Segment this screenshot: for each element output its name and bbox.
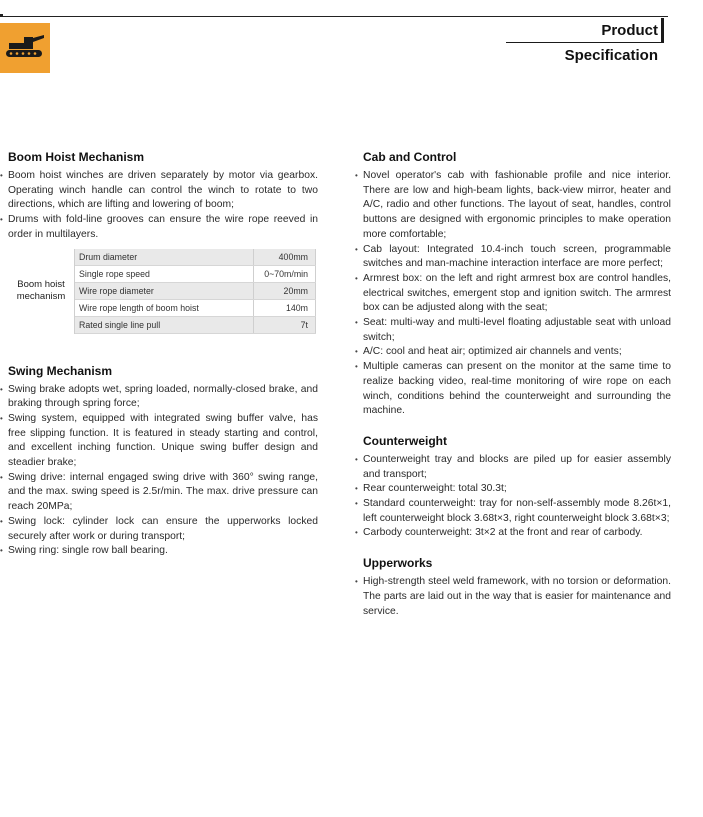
spec-key: Rated single line pull (75, 316, 254, 333)
cab-control-title: Cab and Control (363, 150, 457, 164)
spec-key: Wire rope length of boom hoist (75, 299, 254, 316)
list-item: • Swing drive: internal engaged swing drive with 360° swing range, and the max. swing speed is 2.5r/min. The max. drive pressure can reach 20MPa; (0, 471, 318, 515)
boom-hoist-spec-table (8, 249, 316, 334)
list-item: • Standard counterweight: tray for non-self-assembly mode 8.26t×1, left counterweight block 3.68t×3, right counterweight block 3.68t×3; (355, 497, 671, 526)
list-item: • Carbody counterweight: 3t×2 at the front and rear of carbody. (355, 526, 671, 541)
page-title: Product Specification (506, 18, 664, 43)
list-item: • Swing lock: cylinder lock can ensure the upperworks locked securely after work or during transport; (0, 515, 318, 544)
list-item: • Boom hoist winches are driven separately by motor via gearbox. Operating winch handle can control the winch to rotate to two directions, which are lifting and lowering of boom; (0, 169, 318, 213)
list-item: • A/C: cool and heat air; optimized air channels and vents; (355, 345, 671, 360)
spacer (355, 541, 671, 556)
upperworks-list (355, 575, 671, 619)
spec-value: 20mm (254, 282, 316, 299)
swing-mechanism-title: Swing Mechanism (8, 363, 113, 378)
list-item: • Armrest box: on the left and right armrest box are control handles, electrical switches, emergent stop and ignition switch. The armrest box can be adjusted along with the seat; (355, 272, 671, 316)
category-logo (0, 23, 50, 73)
list-item: • Cab layout: Integrated 10.4-inch touch screen, programmable switches and man-machine interaction interface are more perfect; (355, 243, 671, 272)
counterweight-list (355, 453, 671, 541)
table-group-label: Boom hoist mechanism (8, 249, 75, 334)
left-column (0, 150, 318, 559)
header-rule (0, 16, 668, 17)
spec-value: 400mm (254, 249, 316, 266)
list-item: • Swing brake adopts wet, spring loaded, normally-closed brake, and braking through spring force; (0, 383, 318, 412)
spec-value: 140m (254, 299, 316, 316)
boom-hoist-title: Boom Hoist Mechanism (8, 150, 145, 164)
swing-mechanism-list (0, 383, 318, 559)
list-item: • Multiple cameras can present on the monitor at the same time to realize backing video, real-time monitoring of wire rope on each winch, conditions behind the counterweight and surrounding the machine. (355, 360, 671, 419)
boom-hoist-list (0, 169, 318, 243)
crawler-crane-icon (4, 34, 46, 60)
list-item: • Novel operator's cab with fashionable profile and nice interior. There are low and high-beam lights, back-view mirror, heater and A/C, radio and other functions. The layout of seat, handles, control buttons are designed with ergonomic principles to make operation more comfortable; (355, 169, 671, 243)
spacer (355, 419, 671, 434)
cab-control-list (355, 169, 671, 419)
spec-key: Wire rope diameter (75, 282, 254, 299)
list-item: • Swing system, equipped with integrated swing buffer valve, has free slipping function. It is featured in steady starting and control, and excellent inching function. Unique swing buffer design and steadier brake; (0, 412, 318, 471)
spec-value: 7t (254, 316, 316, 333)
upperworks-title: Upperworks (363, 556, 433, 571)
list-item: • Seat: multi-way and multi-level floating adjustable seat with unload switch; (355, 316, 671, 345)
list-item: • Rear counterweight: total 30.3t; (355, 482, 671, 497)
list-item: • High-strength steel weld framework, with no torsion or deformation. The parts are laid out in the way that is easier for maintenance and service. (355, 575, 671, 619)
table-row (8, 249, 316, 266)
spec-key: Single rope speed (75, 265, 254, 282)
list-item: • Counterweight tray and blocks are piled up for easier assembly and transport; (355, 453, 671, 482)
list-item: • Swing ring: single row ball bearing. (0, 544, 318, 559)
spec-key: Drum diameter (75, 249, 254, 266)
list-item: • Drums with fold-line grooves can ensure the wire rope reeved in order in multilayers. (0, 213, 318, 242)
counterweight-title: Counterweight (363, 433, 447, 448)
spacer (0, 334, 318, 364)
right-column (355, 150, 671, 619)
spec-value: 0~70m/min (254, 265, 316, 282)
